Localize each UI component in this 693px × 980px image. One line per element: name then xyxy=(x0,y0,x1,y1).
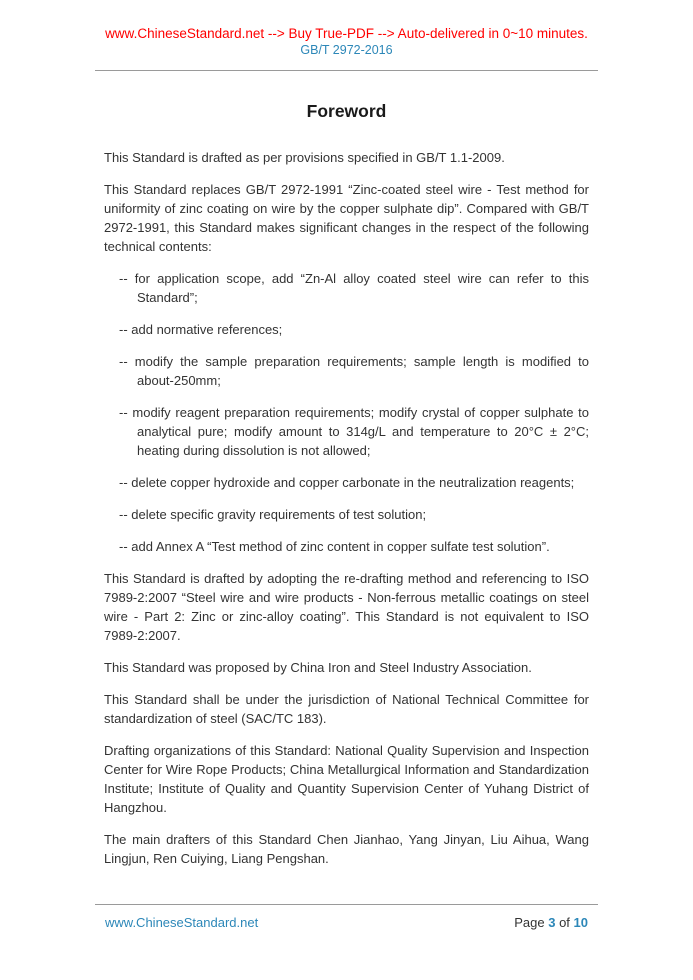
list-item: -- add Annex A “Test method of zinc content in copper sulfate test solution”. xyxy=(119,539,550,554)
promo-banner: www.ChineseStandard.net --> Buy True-PDF --> Auto-delivered in 0~10 minutes. xyxy=(105,26,588,41)
header-divider xyxy=(95,70,598,71)
of-word: of xyxy=(559,915,570,930)
list-item: -- for application scope, add “Zn-Al alloy coated steel wire can refer to this Standard”; xyxy=(119,271,589,305)
page-word: Page xyxy=(514,915,545,930)
paragraph-iso-reference: This Standard is drafted by adopting the re-drafting method and referencing to ISO 7989-2:2007 “Steel wire and wire products - Non-ferrous metallic coatings on steel wire - Part 2: Zinc or zinc-alloy coating”. This Standard is not equivalent to ISO 7989-2:2007. xyxy=(104,571,589,643)
paragraph-jurisdiction: This Standard shall be under the jurisdiction of National Technical Committee for standardization of steel (SAC/TC 183). xyxy=(104,692,589,726)
page-current: 3 xyxy=(548,915,556,930)
paragraph-intro-1: This Standard is drafted as per provisions specified in GB/T 1.1-2009. xyxy=(104,150,505,165)
change-list xyxy=(104,269,589,556)
list-item: -- add normative references; xyxy=(119,322,283,337)
page-total: 10 xyxy=(573,915,588,930)
page-footer xyxy=(95,904,598,930)
page-number xyxy=(514,915,588,930)
list-item: -- delete specific gravity requirements of test solution; xyxy=(119,507,427,522)
document-body xyxy=(104,148,589,868)
footer-site-link[interactable]: www.ChineseStandard.net xyxy=(105,915,259,930)
list-item: -- modify the sample preparation requirements; sample length is modified to about-250mm; xyxy=(119,354,589,388)
list-item: -- modify reagent preparation requirements; modify crystal of copper sulphate to analytical pure; modify amount to 314g/L and temperature to 20°C ± 2°C; heating during dissolution is not allowed; xyxy=(119,405,589,458)
paragraph-intro-2: This Standard replaces GB/T 2972-1991 “Zinc-coated steel wire - Test method for uniformity of zinc coating on wire by the copper sulphate dip”. Compared with GB/T 2972-1991, this Standard makes significant changes in the respect of the following technical contents: xyxy=(104,182,589,254)
page-title: Foreword xyxy=(306,101,387,121)
standard-number: GB/T 2972-2016 xyxy=(300,43,393,57)
list-item: -- delete copper hydroxide and copper carbonate in the neutralization reagents; xyxy=(119,475,575,490)
paragraph-drafting-organizations: Drafting organizations of this Standard: National Quality Supervision and Inspection Center for Wire Rope Products; China Metallurgical Information and Standardization Institute; Institute of Quality and Quantity Supervision Center of Yuhang District of Hangzhou. xyxy=(104,743,589,815)
paragraph-main-drafters: The main drafters of this Standard Chen Jianhao, Yang Jinyan, Liu Aihua, Wang Lingjun, Ren Cuiying, Liang Pengshan. xyxy=(104,832,589,866)
paragraph-proposed-by: This Standard was proposed by China Iron and Steel Industry Association. xyxy=(104,660,532,675)
